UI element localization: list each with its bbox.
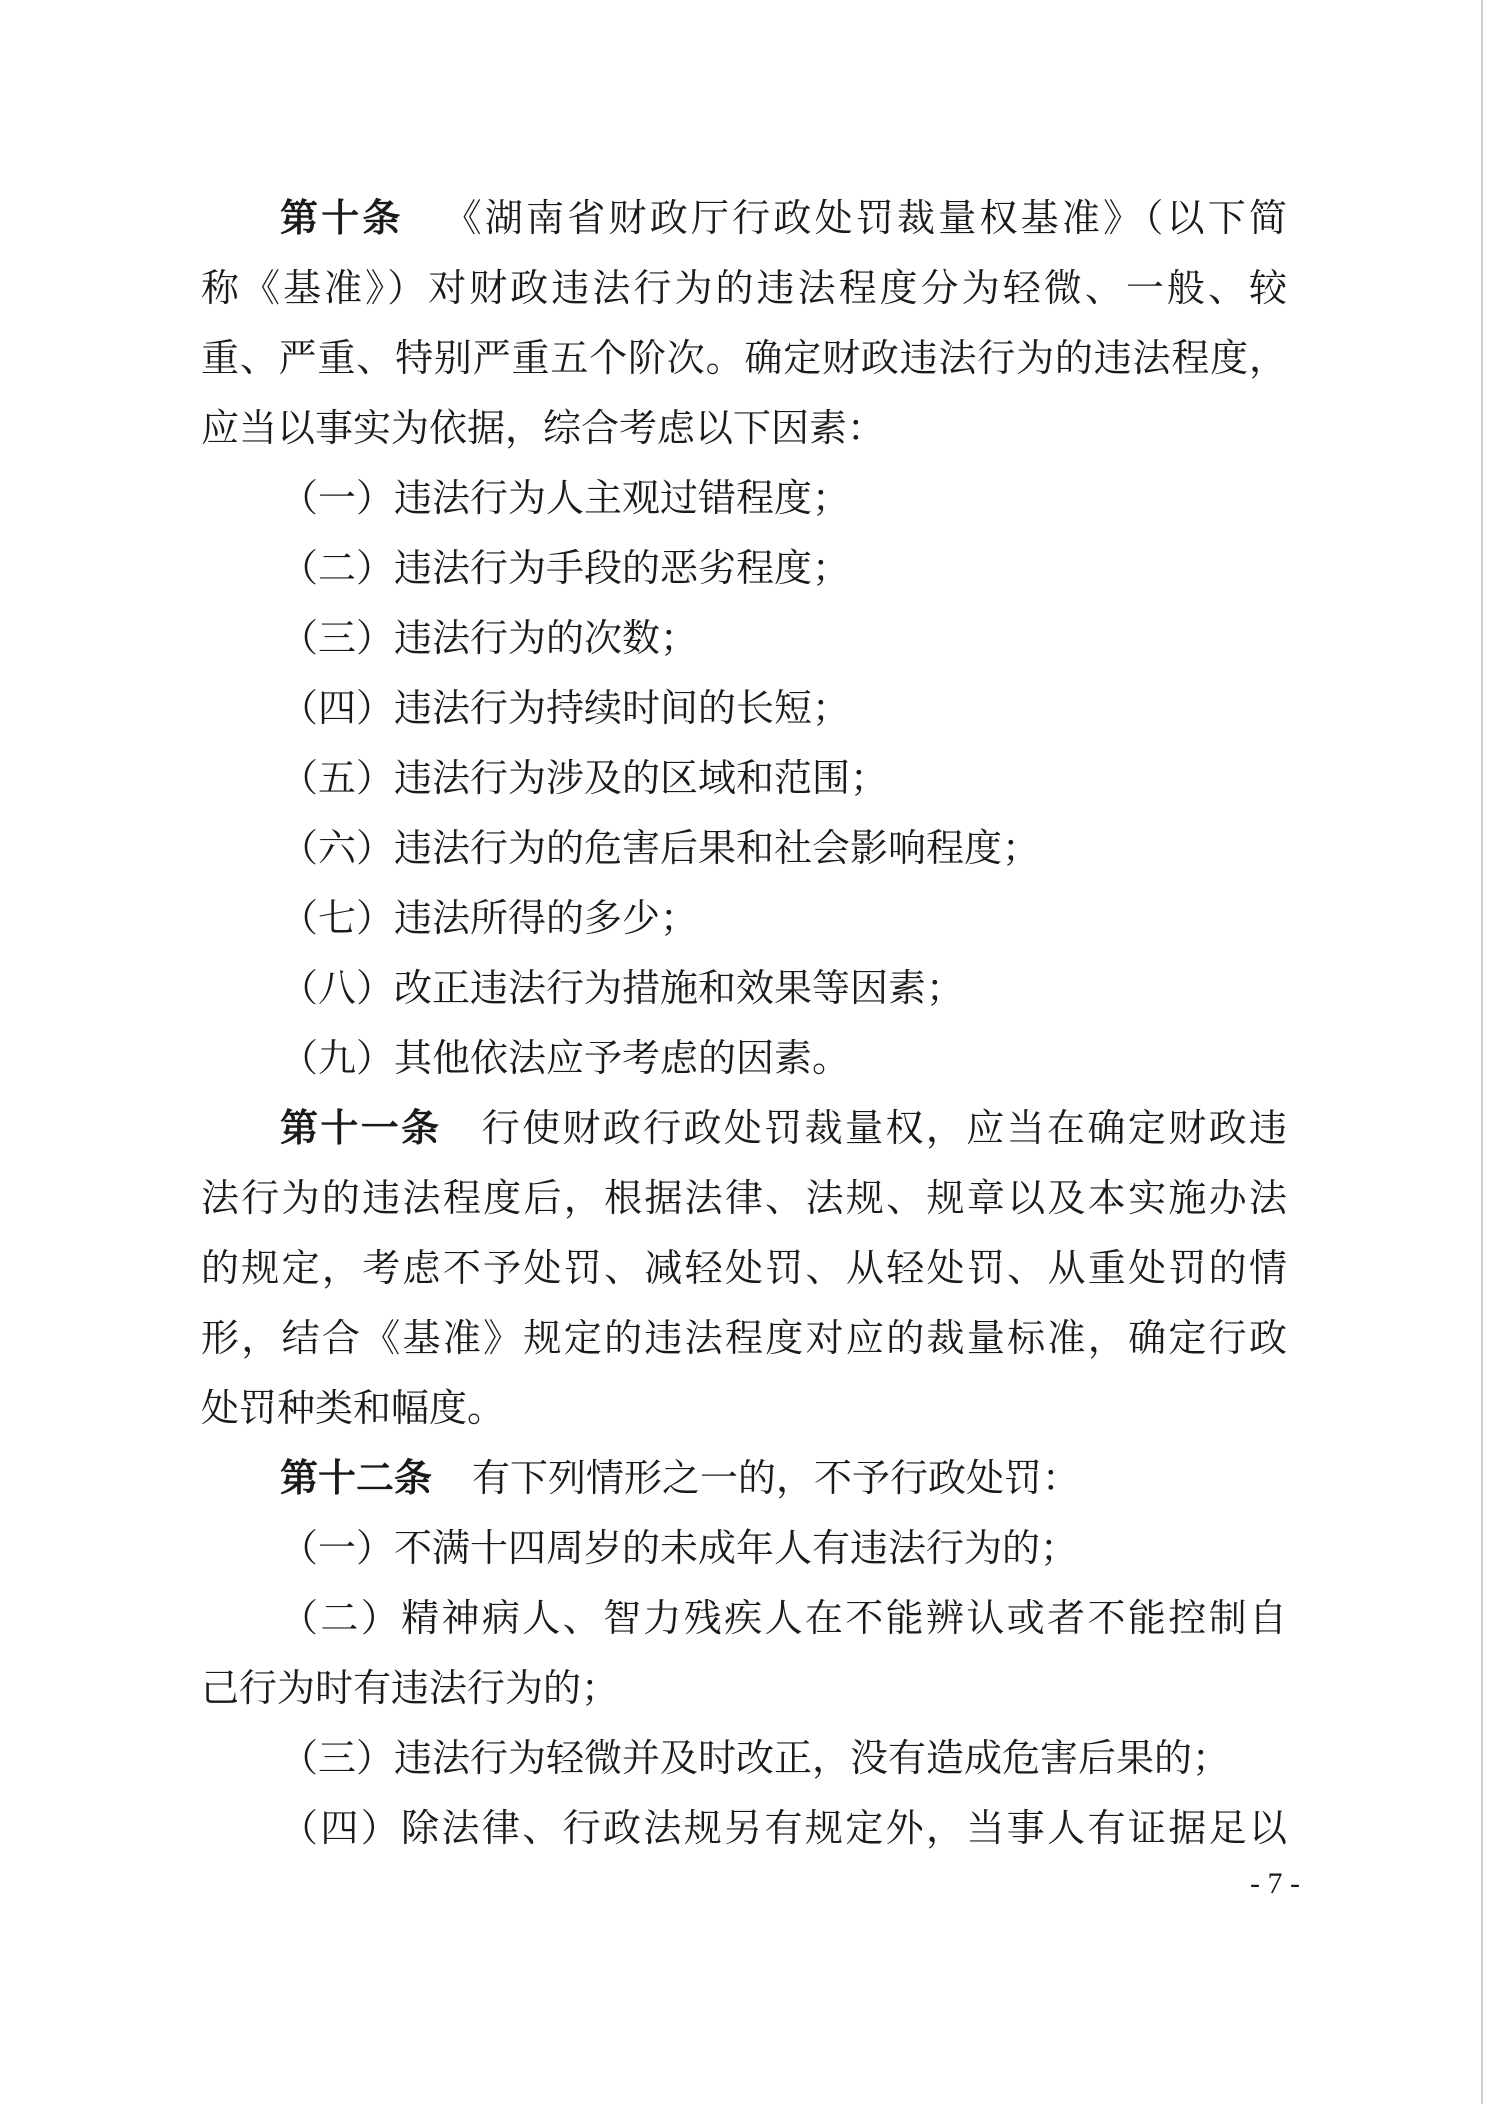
list-item: （二）违法行为手段的恶劣程度； <box>280 546 851 590</box>
article-10-line-1 <box>201 183 1287 253</box>
article-12-line-1 <box>201 1443 1287 1513</box>
document-body <box>201 183 1287 1863</box>
page-edge-divider <box>1481 0 1483 2104</box>
article-11-line-2: 法行为的违法程度后，根据法律、法规、规章以及本实施办法 <box>201 1176 1287 1220</box>
list-item: （三）违法行为轻微并及时改正，没有造成危害后果的； <box>280 1736 1231 1780</box>
article-11-line-3: 的规定，考虑不予处罚、减轻处罚、从轻处罚、从重处罚的情 <box>201 1246 1287 1290</box>
list-item: （八）改正违法行为措施和效果等因素； <box>280 966 965 1010</box>
article-10-line-3: 重、严重、特别严重五个阶次。确定财政违法行为的违法程度， <box>201 336 1287 380</box>
list-item: （四）违法行为持续时间的长短； <box>280 686 851 730</box>
list-item: （一）不满十四周岁的未成年人有违法行为的； <box>280 1526 1079 1570</box>
article-11-line-1 <box>201 1093 1287 1163</box>
article-10-line-2: 称《基准》）对财政违法行为的违法程度分为轻微、一般、较 <box>201 266 1287 310</box>
article-10-text: 《湖南省财政厅行政处罚裁量权基准》（以下简 <box>443 196 1287 240</box>
article-11-line-4: 形，结合《基准》规定的违法程度对应的裁量标准，确定行政 <box>201 1316 1287 1360</box>
article-11-text: 行使财政行政处罚裁量权，应当在确定财政违 <box>481 1106 1287 1150</box>
list-item: （七）违法所得的多少； <box>280 896 699 940</box>
list-item: （三）违法行为的次数； <box>280 616 699 660</box>
list-item: （六）违法行为的危害后果和社会影响程度； <box>280 826 1041 870</box>
list-item: （五）违法行为涉及的区域和范围； <box>280 756 889 800</box>
article-10-heading: 第十条 <box>280 195 404 240</box>
page-number: - 7 - <box>1250 1867 1300 1900</box>
list-item: （二）精神病人、智力残疾人在不能辨认或者不能控制自 <box>280 1596 1287 1640</box>
list-item: （九）其他依法应予考虑的因素。 <box>280 1036 851 1080</box>
list-item: （一）违法行为人主观过错程度； <box>280 476 851 520</box>
article-11-heading: 第十一条 <box>280 1105 442 1150</box>
article-12-heading: 第十二条 <box>280 1455 433 1500</box>
article-10-line-4: 应当以事实为依据，综合考虑以下因素： <box>201 406 886 450</box>
list-item: （四）除法律、行政法规另有规定外，当事人有证据足以 <box>280 1806 1287 1850</box>
article-11-line-5: 处罚种类和幅度。 <box>201 1386 506 1430</box>
article-12-text: 有下列情形之一的，不予行政处罚： <box>472 1456 1081 1500</box>
list-item-continuation: 己行为时有违法行为的； <box>201 1666 620 1710</box>
